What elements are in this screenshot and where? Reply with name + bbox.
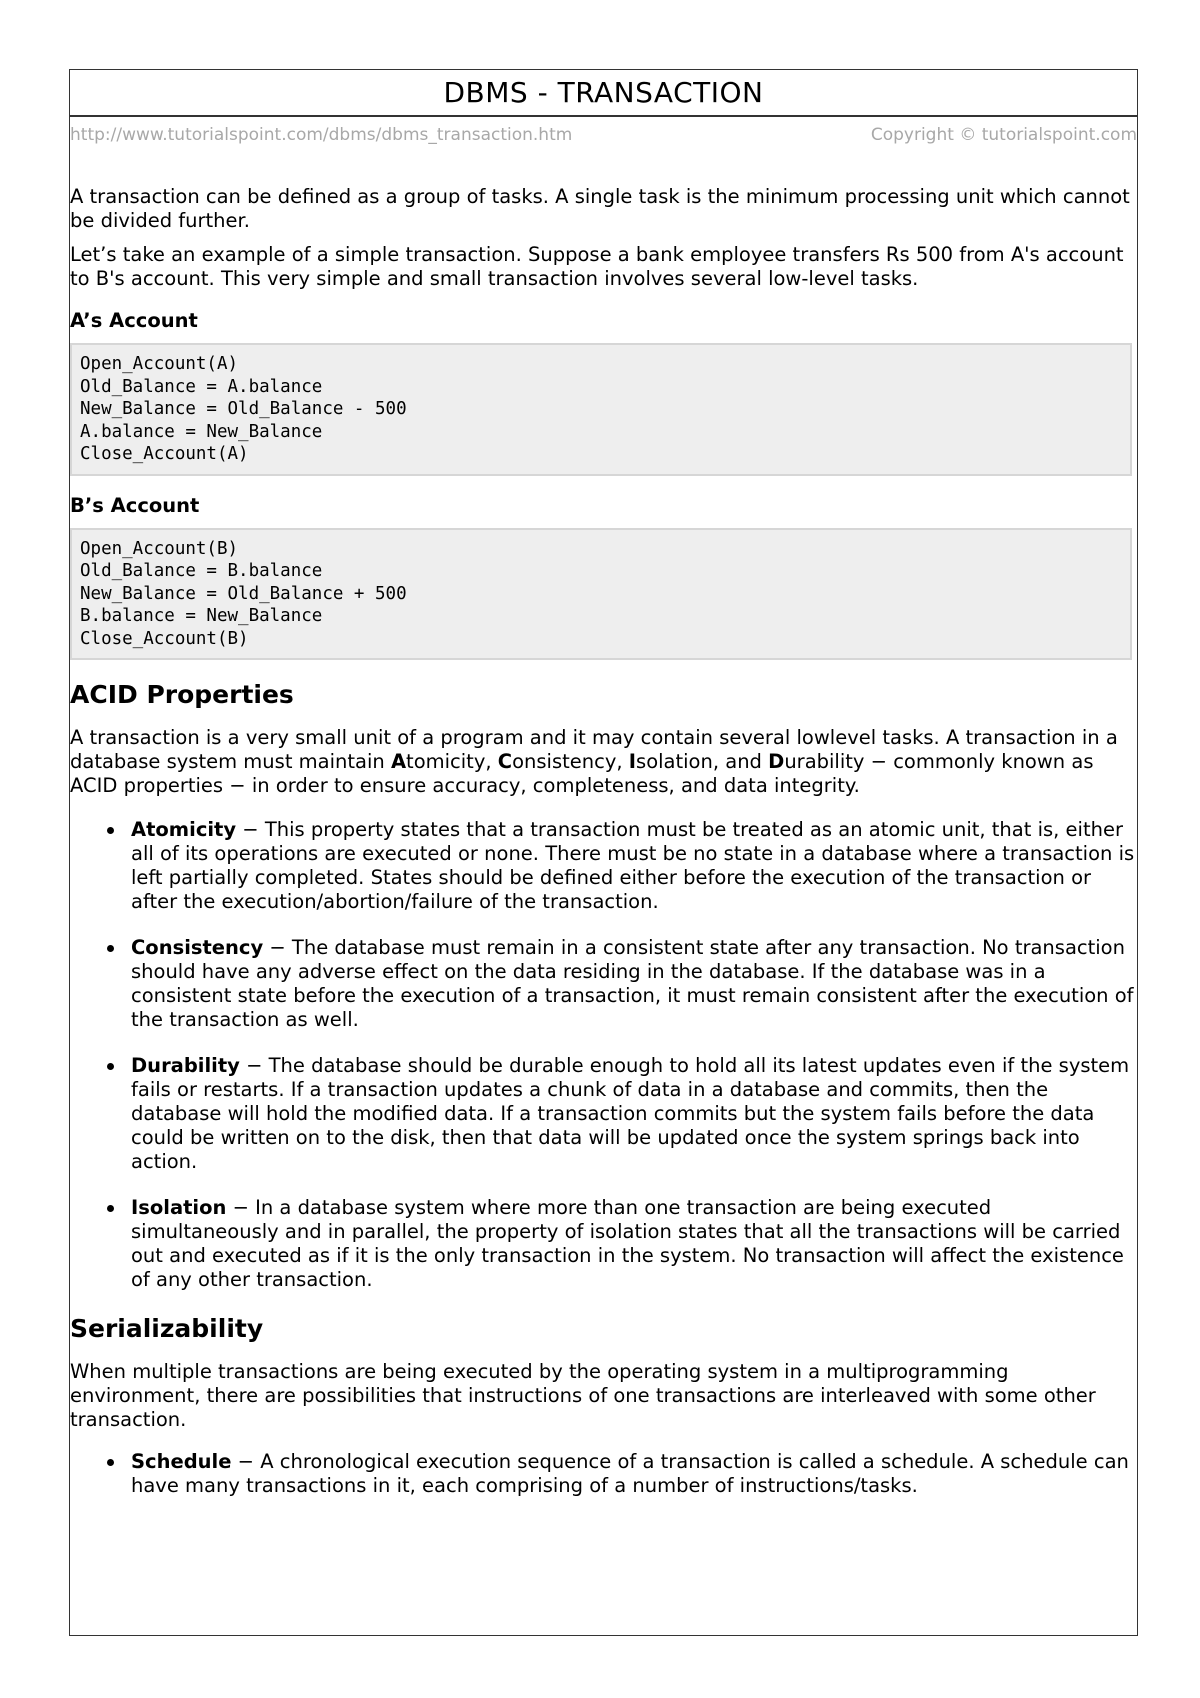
acid-heading: ACID Properties	[70, 680, 294, 709]
acid-text-c: onsistency,	[512, 750, 629, 773]
b-account-code: Open_Account(B) Old_Balance = B.balance New_Balance = Old_Balance + 500 B.balance = New_Balance Close_Account(B)	[70, 528, 1132, 661]
term-isolation: Isolation	[131, 1196, 227, 1219]
acid-text-a: tomicity,	[406, 750, 498, 773]
meta-row	[70, 117, 1137, 151]
serializability-list	[70, 1450, 1137, 1498]
list-item-atomicity	[131, 818, 1137, 914]
acid-letter-c: C	[497, 750, 513, 773]
acid-letter-d: D	[768, 750, 785, 773]
term-atomicity: Atomicity	[131, 818, 237, 841]
desc-consistency: − The database must remain in a consistent state after any transaction. No transaction should have any adverse effect on the data residing in the database. If the database was in a consistent state before the execution of a transaction, it must remain consistent after the execution of the transaction as well.	[131, 936, 1134, 1031]
acid-letter-a: A	[390, 750, 407, 773]
term-consistency: Consistency	[131, 936, 264, 959]
source-url[interactable]: http://www.tutorialspoint.com/dbms/dbms_transaction.htm	[70, 125, 573, 145]
title-bar	[70, 70, 1137, 117]
desc-durability: − The database should be durable enough to hold all its latest updates even if the system fails or restarts. If a transaction updates a chunk of data in a database and commits, then the database will hold the modified data. If a transaction commits but the system fails before the data could be written on to the disk, then that data will be updated once the system springs back into action.	[131, 1054, 1130, 1173]
list-item-consistency	[131, 936, 1137, 1032]
intro-paragraph-2: Let’s take an example of a simple transaction. Suppose a bank employee transfers Rs 500 from A's account to B's account. This very simple and small transaction involves several low-level tasks.	[70, 243, 1124, 290]
desc-schedule: − A chronological execution sequence of a transaction is called a schedule. A schedule can have many transactions in it, each comprising of a number of instructions/tasks.	[131, 1450, 1129, 1497]
page-frame	[69, 69, 1138, 1636]
acid-paragraph	[70, 726, 1137, 798]
page-title: DBMS - TRANSACTION	[443, 76, 764, 109]
desc-atomicity: − This property states that a transaction must be treated as an atomic unit, that is, either all of its operations are executed or none. There must be no state in a database where a transaction is left partially completed. States should be defined either before the execution of the transaction or after the execution/abortion/failure of the transaction.	[131, 818, 1135, 913]
b-account-heading: B’s Account	[70, 493, 200, 517]
copyright-notice: Copyright © tutorialspoint.com	[870, 125, 1137, 145]
a-account-heading: A’s Account	[70, 309, 198, 332]
serializability-paragraph: When multiple transactions are being executed by the operating system in a multiprogramming environment, there are possibilities that instructions of one transactions are interleaved with some other transaction.	[70, 1360, 1096, 1431]
list-item-durability	[131, 1054, 1137, 1174]
term-durability: Durability	[131, 1054, 240, 1077]
acid-text-i: solation, and	[636, 750, 769, 773]
list-item-isolation	[131, 1196, 1137, 1292]
a-account-code: Open_Account(A) Old_Balance = A.balance New_Balance = Old_Balance - 500 A.balance = New_Balance Close_Account(A)	[70, 343, 1132, 476]
intro-paragraph-1: A transaction can be defined as a group of tasks. A single task is the minimum processing unit which cannot be divided further.	[70, 185, 1130, 232]
acid-text-d: urability − commonly known as ACID properties − in order to ensure accuracy, completeness, and data integrity.	[70, 750, 1094, 797]
acid-text-start: A transaction is a very small unit of a program and it may contain several lowlevel tasks. A transaction in a database system must maintain	[70, 726, 1118, 773]
acid-letter-i: I	[628, 750, 637, 773]
desc-isolation: − In a database system where more than one transaction are being executed simultaneously and in parallel, the property of isolation states that all the transactions will be carried out and executed as if it is the only transaction in the system. No transaction will affect the existence of any other transaction.	[131, 1196, 1124, 1291]
acid-list	[70, 818, 1137, 1292]
list-item-schedule	[131, 1450, 1137, 1498]
content	[70, 185, 1137, 1498]
term-schedule: Schedule	[131, 1450, 232, 1473]
serializability-heading: Serializability	[70, 1314, 264, 1343]
